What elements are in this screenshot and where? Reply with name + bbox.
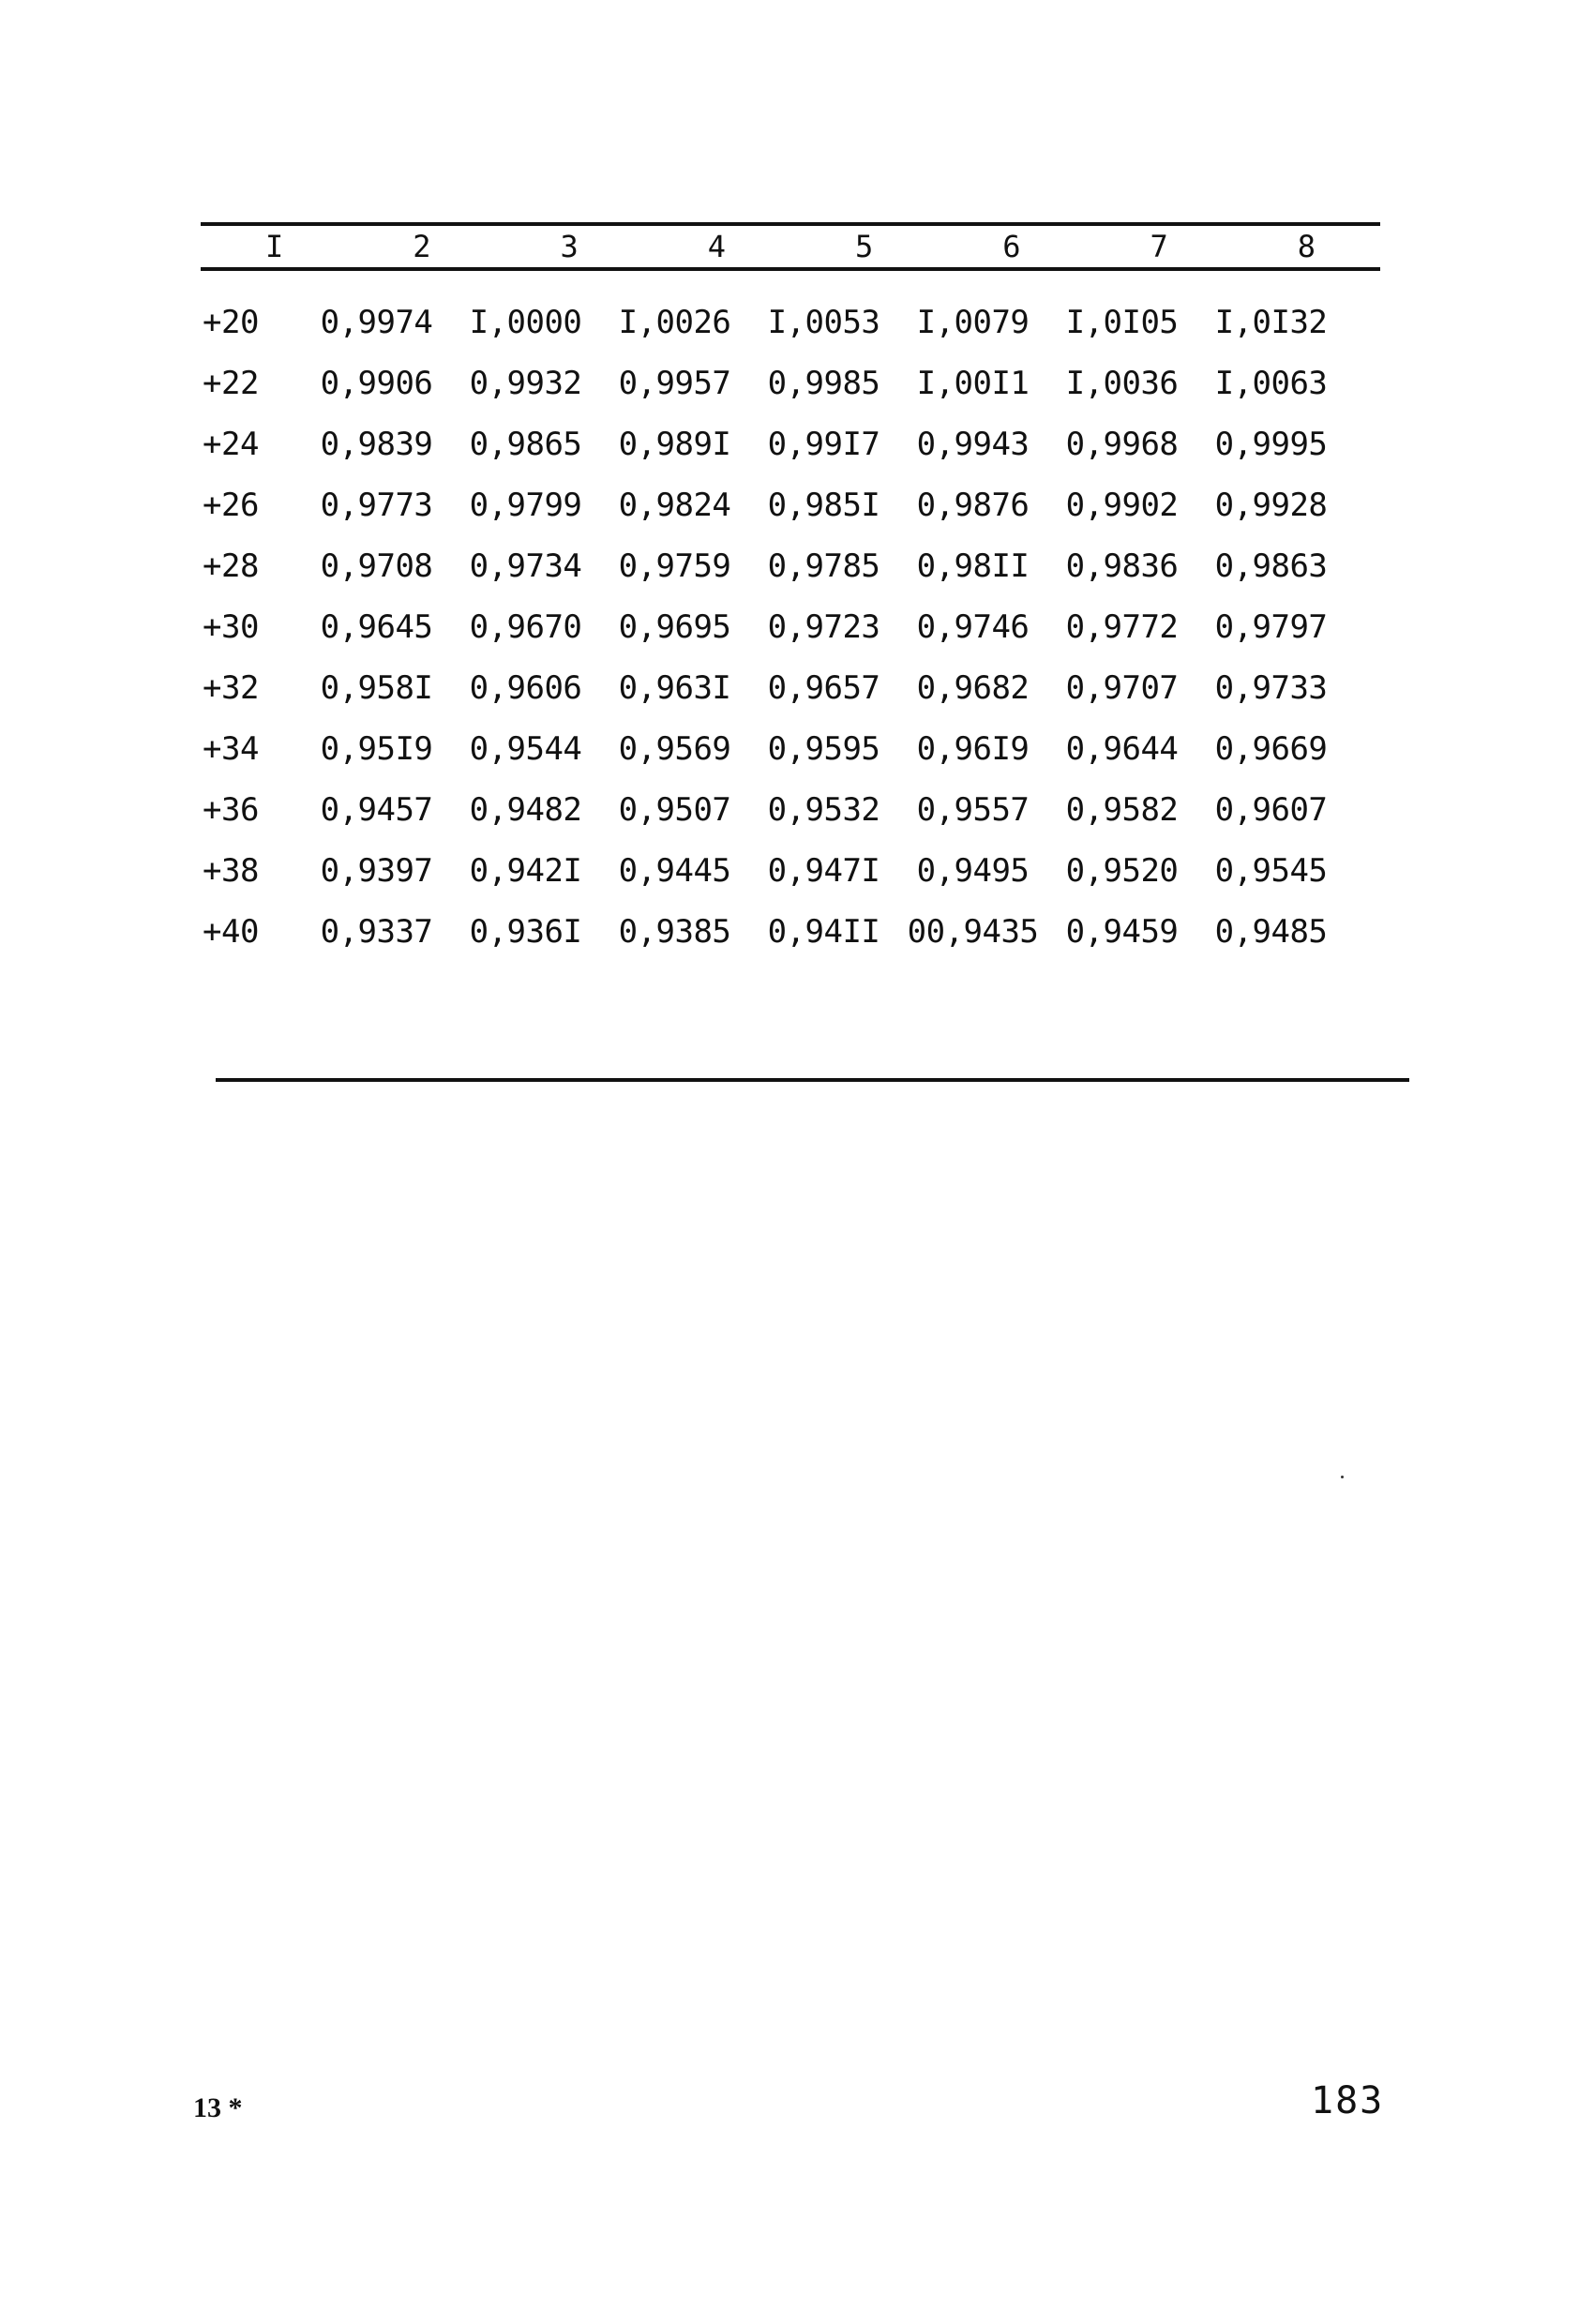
table-cell: I,0026 <box>618 303 731 341</box>
table-cell: 0,9670 <box>469 607 582 646</box>
table-cell: 0,9569 <box>618 729 731 768</box>
table-cell: 0,9445 <box>618 851 731 890</box>
table-cell: 0,9836 <box>1065 547 1179 585</box>
row-key-cell: +28 <box>203 547 259 585</box>
table-cell: 0,9495 <box>916 851 1030 890</box>
table-cell: I,0053 <box>767 303 880 341</box>
table-cell: 0,963I <box>618 668 731 707</box>
table-cell: 0,9397 <box>320 851 433 890</box>
table-cell: 0,9708 <box>320 547 433 585</box>
table-cell: 0,9906 <box>320 364 433 402</box>
table-cell: 0,9902 <box>1065 486 1179 524</box>
table-cell: 0,9645 <box>320 607 433 646</box>
table-row <box>201 718 1380 779</box>
table-cell: 0,9457 <box>320 790 433 829</box>
table-body <box>201 292 1380 962</box>
row-key-cell: +36 <box>203 790 259 829</box>
table-row <box>201 474 1380 535</box>
table-cell: 0,9695 <box>618 607 731 646</box>
column-header: 7 <box>1150 229 1168 264</box>
table-cell: 0,9544 <box>469 729 582 768</box>
column-header: I <box>264 229 284 264</box>
page-number: 183 <box>1311 2079 1385 2122</box>
table-cell: 0,9669 <box>1214 729 1328 768</box>
table-row <box>201 901 1380 962</box>
table-cell: 0,9520 <box>1065 851 1179 890</box>
column-header: 8 <box>1297 229 1316 264</box>
row-key-cell: +32 <box>203 668 259 707</box>
table-row <box>201 352 1380 413</box>
table-cell: 0,9785 <box>767 547 880 585</box>
table-cell: I,0036 <box>1065 364 1179 402</box>
table-cell: 0,947I <box>767 851 880 890</box>
table-cell: 0,9733 <box>1214 668 1328 707</box>
table-row <box>201 413 1380 474</box>
table-cell: 0,9507 <box>618 790 731 829</box>
table-cell: 0,9995 <box>1214 425 1328 463</box>
table-cell: 0,9773 <box>320 486 433 524</box>
table-row <box>201 535 1380 596</box>
table-cell: 0,9734 <box>469 547 582 585</box>
table-cell: 0,9657 <box>767 668 880 707</box>
table-cell: 0,9644 <box>1065 729 1179 768</box>
row-key-cell: +34 <box>203 729 259 768</box>
table-cell: I,0063 <box>1214 364 1328 402</box>
table-cell: 0,99I7 <box>767 425 880 463</box>
column-header: 3 <box>560 229 579 264</box>
table-cell: 0,9606 <box>469 668 582 707</box>
table-cell: 0,989I <box>618 425 731 463</box>
column-header: 5 <box>854 229 874 264</box>
column-header: 6 <box>1002 229 1021 264</box>
table-row <box>201 657 1380 718</box>
table-cell: I,0000 <box>469 303 582 341</box>
table-cell: 0,9839 <box>320 425 433 463</box>
table-cell: 0,9557 <box>916 790 1030 829</box>
table-cell: 0,9772 <box>1065 607 1179 646</box>
table-cell: 0,9337 <box>320 912 433 951</box>
table-header-rule <box>201 267 1380 271</box>
table-cell: 0,9943 <box>916 425 1030 463</box>
table-row <box>201 292 1380 352</box>
stray-mark <box>1341 1476 1344 1478</box>
table-cell: 0,9723 <box>767 607 880 646</box>
table-cell: 0,95I9 <box>320 729 433 768</box>
table-cell: 0,9985 <box>767 364 880 402</box>
table-cell: 0,942I <box>469 851 582 890</box>
table-cell: 0,9532 <box>767 790 880 829</box>
table-cell: 0,9746 <box>916 607 1030 646</box>
column-header: 2 <box>413 229 431 264</box>
table-cell: 0,985I <box>767 486 880 524</box>
table-cell: 0,9607 <box>1214 790 1328 829</box>
column-header: 4 <box>707 229 726 264</box>
table-cell: 0,958I <box>320 668 433 707</box>
table-header-row <box>201 226 1380 267</box>
row-key-cell: +24 <box>203 425 259 463</box>
table-cell: 0,9595 <box>767 729 880 768</box>
table-end-rule <box>216 1078 1409 1082</box>
table-cell: 0,9459 <box>1065 912 1179 951</box>
table-cell: 0,9968 <box>1065 425 1179 463</box>
table-cell: 0,9582 <box>1065 790 1179 829</box>
signature-mark: 13 * <box>193 2092 243 2123</box>
table-cell: 0,9974 <box>320 303 433 341</box>
table-cell: 0,9876 <box>916 486 1030 524</box>
row-key-cell: +40 <box>203 912 259 951</box>
table-cell: 0,9759 <box>618 547 731 585</box>
table-cell: I,00I1 <box>916 364 1030 402</box>
table-cell: 0,9545 <box>1214 851 1328 890</box>
table-cell: 0,9682 <box>916 668 1030 707</box>
table-cell: 0,9928 <box>1214 486 1328 524</box>
table-cell: 0,9957 <box>618 364 731 402</box>
table-cell: 0,9824 <box>618 486 731 524</box>
row-key-cell: +26 <box>203 486 259 524</box>
table-cell: 0,98II <box>916 547 1030 585</box>
row-key-cell: +30 <box>203 607 259 646</box>
row-key-cell: +22 <box>203 364 259 402</box>
table-cell: I,0I05 <box>1065 303 1179 341</box>
table-cell: 0,94II <box>767 912 880 951</box>
data-table <box>201 222 1380 962</box>
table-row <box>201 596 1380 657</box>
table-cell: 0,9485 <box>1214 912 1328 951</box>
table-cell: 0,9865 <box>469 425 582 463</box>
table-cell: 0,9799 <box>469 486 582 524</box>
table-cell: 0,936I <box>469 912 582 951</box>
table-cell: 0,9482 <box>469 790 582 829</box>
table-cell: 0,9863 <box>1214 547 1328 585</box>
row-key-cell: +38 <box>203 851 259 890</box>
table-cell: 0,9932 <box>469 364 582 402</box>
table-cell: I,0079 <box>916 303 1030 341</box>
table-cell: 0,9385 <box>618 912 731 951</box>
table-cell: 0,9797 <box>1214 607 1328 646</box>
table-row <box>201 840 1380 901</box>
table-row <box>201 779 1380 840</box>
row-key-cell: +20 <box>203 303 259 341</box>
table-cell: 00,9435 <box>907 912 1039 951</box>
table-cell: I,0I32 <box>1214 303 1328 341</box>
table-cell: 0,9707 <box>1065 668 1179 707</box>
table-cell: 0,96I9 <box>916 729 1030 768</box>
